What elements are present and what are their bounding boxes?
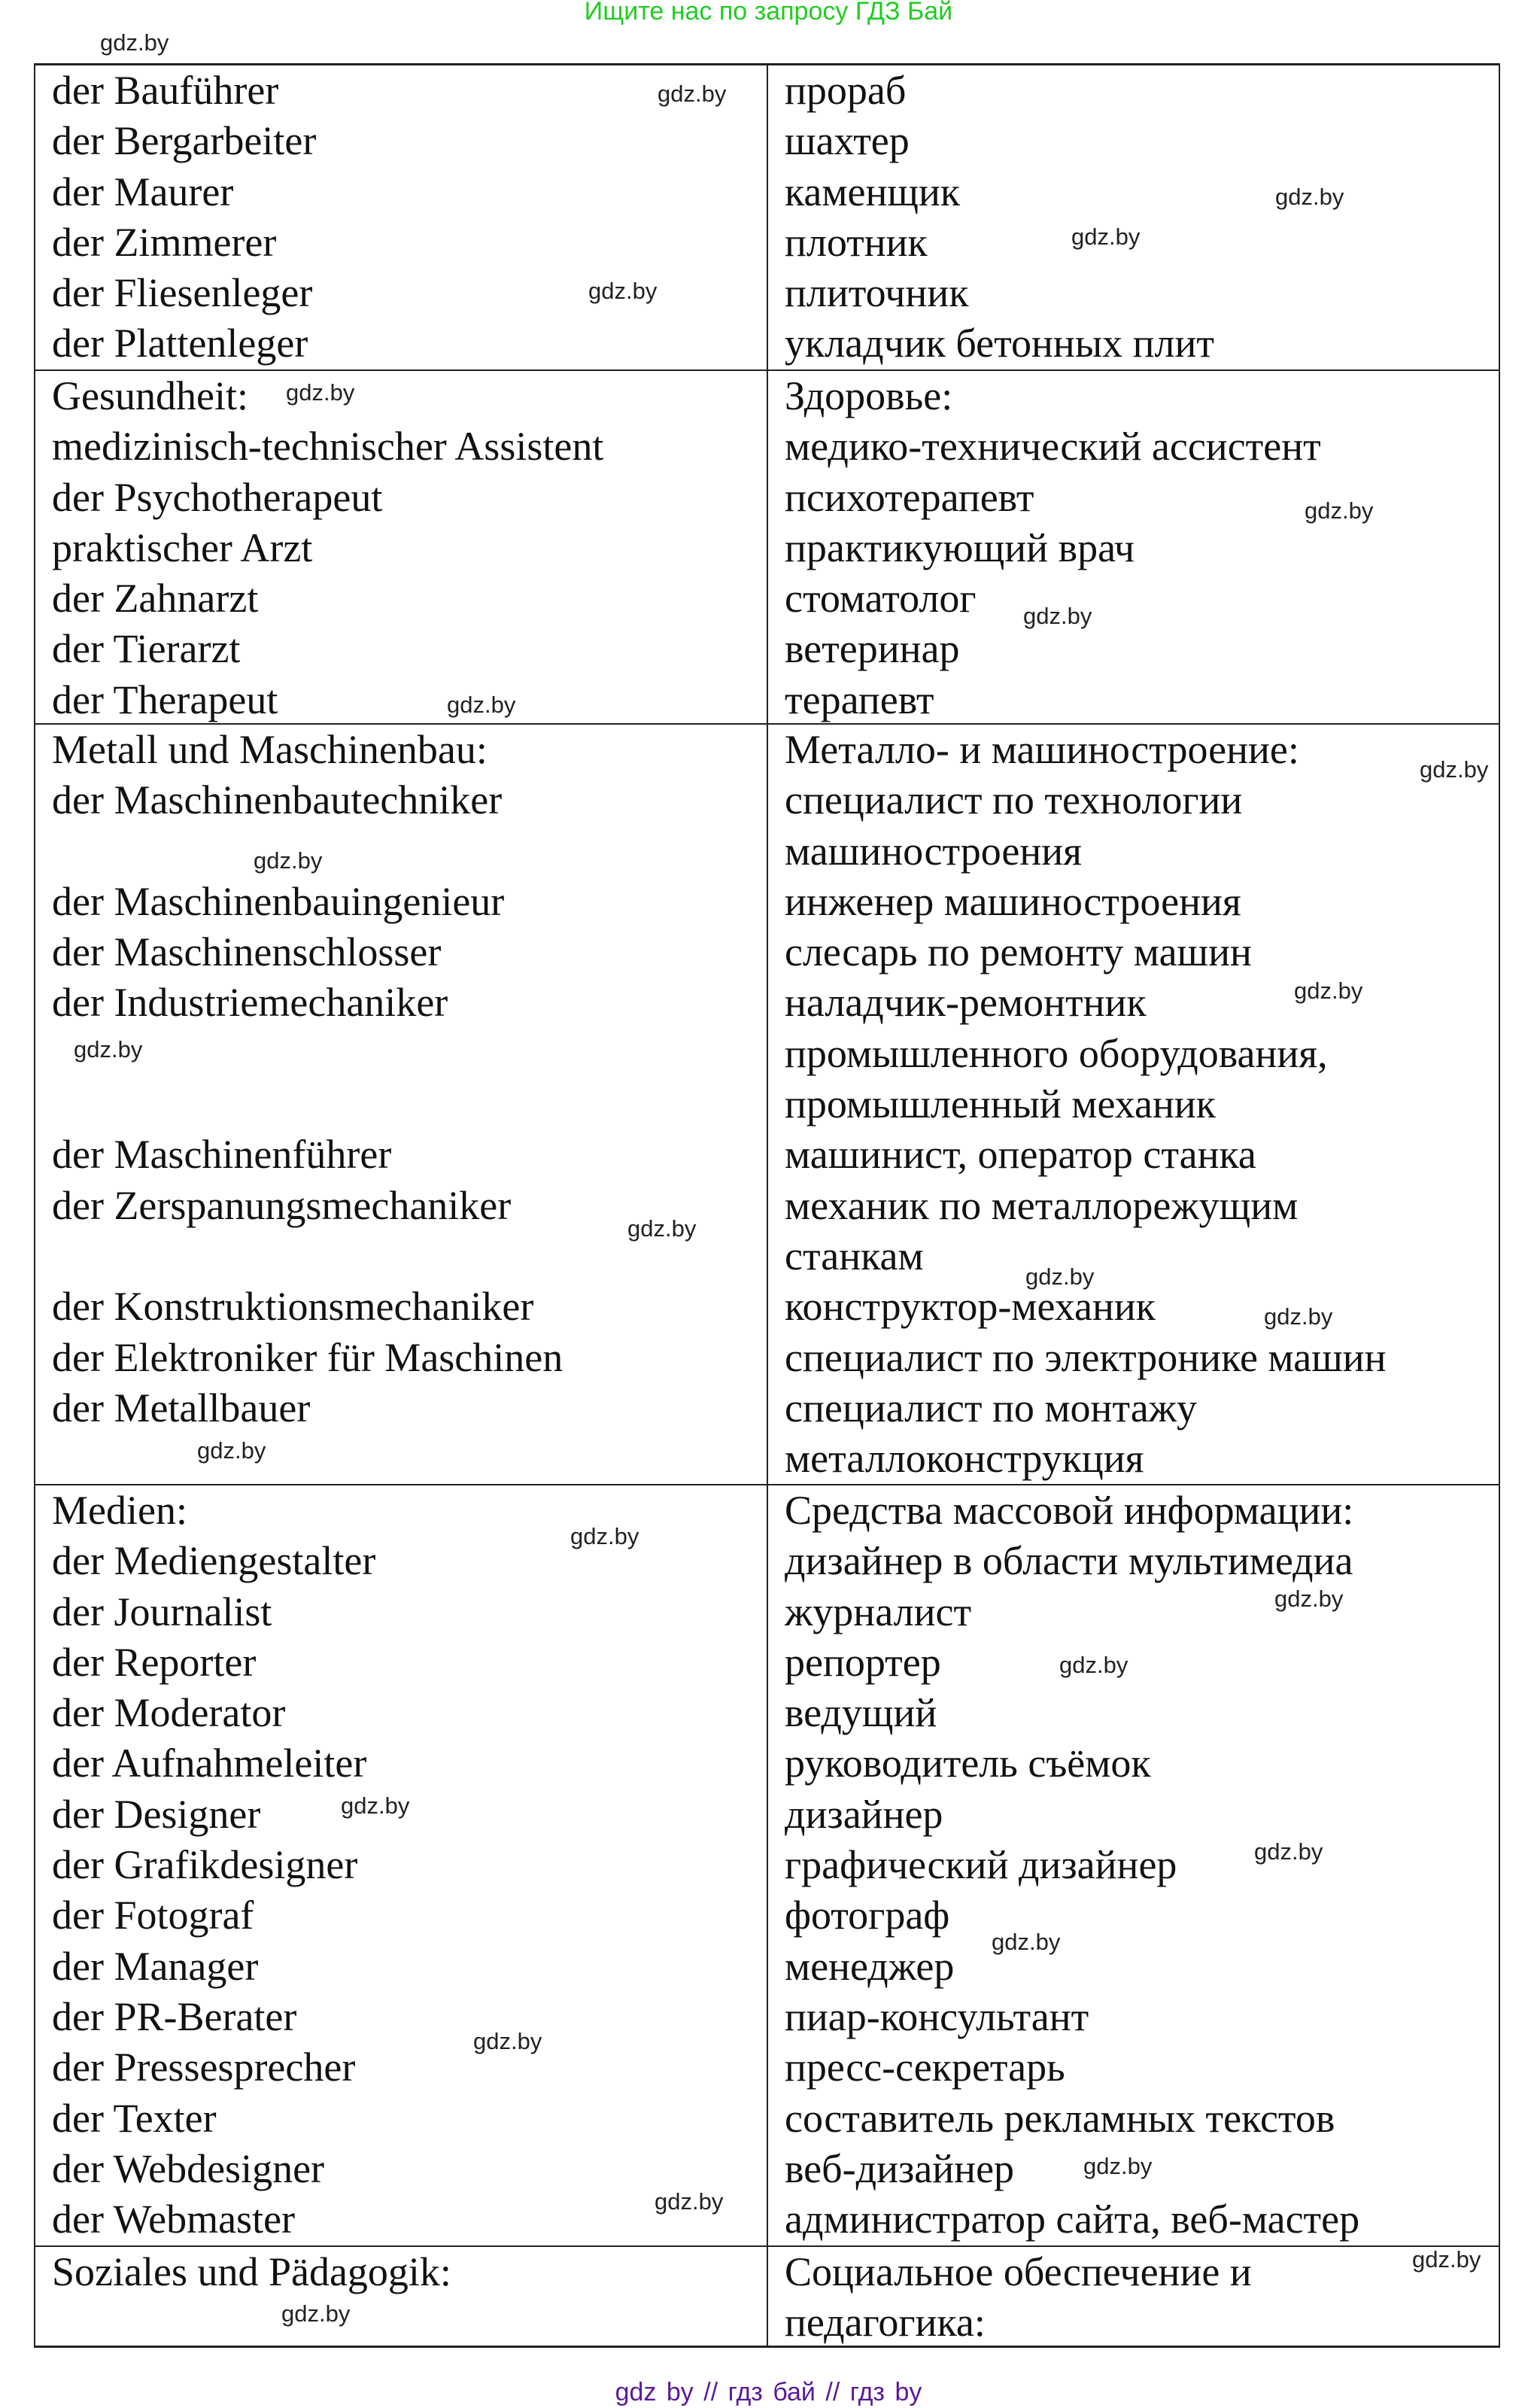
gdz-watermark: gdz.by: [1023, 603, 1092, 629]
german-term: der PR-Berater: [52, 1993, 297, 2039]
russian-translation: каменщик: [785, 169, 961, 214]
table-row: [35, 2247, 1499, 2346]
german-term: [52, 1029, 767, 1079]
russian-translation: шахтер: [785, 118, 910, 164]
german-term: der Bauführer: [52, 68, 279, 113]
gdz-watermark: gdz.by: [286, 379, 355, 406]
russian-translation: дизайнер: [785, 1791, 943, 1837]
german-term-cell: [35, 2247, 768, 2346]
russian-translation: графический дизайнер: [785, 1842, 1177, 1888]
gdz-watermark: gdz.by: [341, 1792, 410, 1819]
gdz-watermark: gdz.by: [1420, 756, 1489, 783]
table-row: [35, 371, 1499, 725]
german-term: der Maschinenbautechniker: [52, 777, 503, 823]
search-hint-banner: Ищите нас по запросу ГДЗ Бай: [584, 0, 953, 26]
russian-translation: конструктор-механик: [785, 1284, 1156, 1330]
gdz-watermark: gdz.by: [1274, 1586, 1344, 1612]
german-term: praktischer Arzt: [52, 524, 313, 570]
russian-translation: Социальное обеспечение и: [785, 2249, 1252, 2294]
german-term: der Elektroniker für Maschinen: [52, 1334, 563, 1380]
russian-translation: психотерапевт: [785, 474, 1034, 520]
german-term: der Mediengestalter: [52, 1538, 376, 1584]
russian-translation-cell: [768, 65, 1499, 369]
german-term: [52, 1434, 767, 1484]
russian-translation-cell: [768, 725, 1499, 1484]
russian-translation-cell: [768, 371, 1499, 723]
russian-translation: журналист: [785, 1589, 972, 1634]
russian-translation: укладчик бетонных плит: [785, 321, 1214, 366]
german-term: der Webdesigner: [52, 2145, 325, 2191]
gdz-watermark: gdz.by: [1305, 497, 1374, 524]
gdz-watermark: gdz.by: [627, 1215, 697, 1242]
gdz-watermark: gdz.by: [1412, 2246, 1481, 2273]
gdz-watermark: gdz.by: [570, 1523, 639, 1549]
russian-translation: стоматолог: [785, 576, 977, 622]
german-term-cell: [35, 725, 768, 1484]
gdz-watermark: gdz.by: [1083, 2153, 1153, 2179]
table-row: [35, 65, 1499, 371]
russian-translation: Средства массовой информации:: [785, 1488, 1354, 1533]
russian-translation: специалист по монтажу: [785, 1385, 1197, 1431]
russian-translation: менеджер: [785, 1943, 955, 1989]
table-row: [35, 725, 1499, 1485]
german-term: der Industriemechaniker: [52, 980, 448, 1026]
russian-translation: промышленного оборудования,: [785, 1030, 1328, 1076]
gdz-watermark: gdz.by: [992, 1929, 1061, 1955]
gdz-watermark: gdz.by: [1264, 1303, 1333, 1330]
german-term: der Fliesenleger: [52, 270, 313, 316]
russian-translation: прораб: [785, 68, 907, 113]
russian-translation: Здоровье:: [785, 373, 953, 418]
russian-translation: механик по металлорежущим: [785, 1182, 1299, 1228]
footer-watermark: gdz by // гдз бай // гдз by: [615, 2378, 922, 2406]
russian-translation: машиностроения: [785, 828, 1082, 874]
russian-translation: плотник: [785, 219, 928, 265]
gdz-watermark: gdz.by: [473, 2028, 542, 2054]
german-term: der Metallbauer: [52, 1385, 311, 1431]
german-term: der Zerspanungsmechaniker: [52, 1182, 512, 1228]
russian-translation: Металло- и машиностроение:: [785, 727, 1299, 772]
gdz-watermark: gdz.by: [655, 2188, 724, 2215]
gdz-watermark: gdz.by: [1059, 1652, 1128, 1678]
german-term: der Bergarbeiter: [52, 118, 317, 164]
russian-translation: промышленный механик: [785, 1081, 1217, 1127]
russian-translation: ветеринар: [785, 626, 960, 672]
german-term: [52, 1079, 767, 1130]
russian-translation: плиточник: [785, 270, 969, 316]
german-term: der Maschinenbauingenieur: [52, 878, 505, 924]
gdz-watermark: gdz.by: [1275, 184, 1344, 210]
russian-translation: ведущий: [785, 1690, 937, 1736]
russian-translation: станкам: [785, 1233, 924, 1278]
russian-translation: веб-дизайнер: [785, 2145, 1015, 2191]
gdz-watermark: gdz.by: [447, 692, 516, 718]
german-term: [52, 826, 767, 877]
gdz-watermark: gdz.by: [281, 2300, 351, 2327]
german-term: [52, 2297, 767, 2348]
russian-translation: практикующий врач: [785, 524, 1135, 570]
russian-translation: репортер: [785, 1639, 941, 1685]
russian-translation: наладчик-ремонтник: [785, 980, 1147, 1026]
gdz-watermark: gdz.by: [197, 1437, 266, 1464]
russian-translation: специалист по электронике машин: [785, 1334, 1387, 1380]
gdz-watermark: gdz.by: [1254, 1838, 1323, 1865]
russian-translation-cell: [768, 1485, 1499, 2245]
german-term: der Zimmerer: [52, 219, 277, 265]
german-term: der Psychotherapeut: [52, 474, 383, 520]
russian-translation: специалист по технологии: [785, 777, 1243, 823]
german-term-cell: [35, 1485, 768, 2245]
german-term: der Moderator: [52, 1690, 286, 1736]
gdz-watermark: gdz.by: [1071, 223, 1141, 250]
german-term: der Plattenleger: [52, 321, 308, 366]
russian-translation: пресс-секретарь: [785, 2045, 1065, 2090]
gdz-watermark: gdz.by: [254, 847, 323, 874]
gdz-watermark: gdz.by: [1025, 1263, 1095, 1290]
german-term: Metall und Maschinenbau:: [52, 727, 488, 772]
german-term: der Grafikdesigner: [52, 1842, 358, 1888]
german-term: medizinisch-technischer Assistent: [52, 424, 604, 470]
german-term: Medien:: [52, 1488, 187, 1533]
german-term: der Maschinenschlosser: [52, 929, 442, 975]
german-term-cell: [35, 65, 768, 369]
russian-translation-cell: [768, 2247, 1499, 2346]
russian-translation: дизайнер в области мультимедиа: [785, 1538, 1353, 1584]
german-term: der Konstruktionsmechaniker: [52, 1284, 534, 1330]
gdz-watermark: gdz.by: [658, 81, 727, 107]
german-term: der Aufnahmeleiter: [52, 1741, 367, 1786]
german-term: Gesundheit:: [52, 373, 248, 418]
german-term: der Journalist: [52, 1589, 272, 1634]
german-term: der Therapeut: [52, 676, 278, 722]
russian-translation: машинист, оператор станка: [785, 1132, 1256, 1178]
russian-translation: терапевт: [785, 676, 934, 722]
gdz-watermark: gdz.by: [100, 29, 169, 56]
vocabulary-table: [34, 63, 1500, 2348]
german-term: der Maschinenführer: [52, 1132, 392, 1178]
german-term: der Reporter: [52, 1639, 257, 1685]
russian-translation: слесарь по ремонту машин: [785, 929, 1252, 975]
russian-translation: руководитель съёмок: [785, 1741, 1151, 1786]
russian-translation: администратор сайта, веб-мастер: [785, 2197, 1360, 2242]
gdz-watermark: gdz.by: [588, 278, 658, 304]
german-term: der Maurer: [52, 169, 234, 214]
german-term: der Manager: [52, 1943, 259, 1989]
german-term: der Webmaster: [52, 2197, 296, 2242]
german-term: der Texter: [52, 2095, 217, 2141]
german-term: der Fotograf: [52, 1893, 254, 1938]
german-term: der Zahnarzt: [52, 576, 259, 622]
german-term: der Designer: [52, 1791, 261, 1837]
russian-translation: фотограф: [785, 1893, 950, 1938]
russian-translation: инженер машиностроения: [785, 878, 1241, 924]
russian-translation: металлоконструкция: [785, 1436, 1144, 1482]
gdz-watermark: gdz.by: [1294, 977, 1363, 1004]
russian-translation: медико-технический ассистент: [785, 424, 1321, 470]
german-term-cell: [35, 371, 768, 723]
russian-translation: составитель рекламных текстов: [785, 2095, 1335, 2141]
german-term: der Tierarzt: [52, 626, 241, 672]
german-term: der Pressesprecher: [52, 2045, 356, 2090]
russian-translation: педагогика:: [785, 2300, 986, 2346]
gdz-watermark: gdz.by: [74, 1036, 143, 1063]
german-term: Soziales und Pädagogik:: [52, 2249, 451, 2294]
russian-translation: пиар-консультант: [785, 1993, 1089, 2039]
